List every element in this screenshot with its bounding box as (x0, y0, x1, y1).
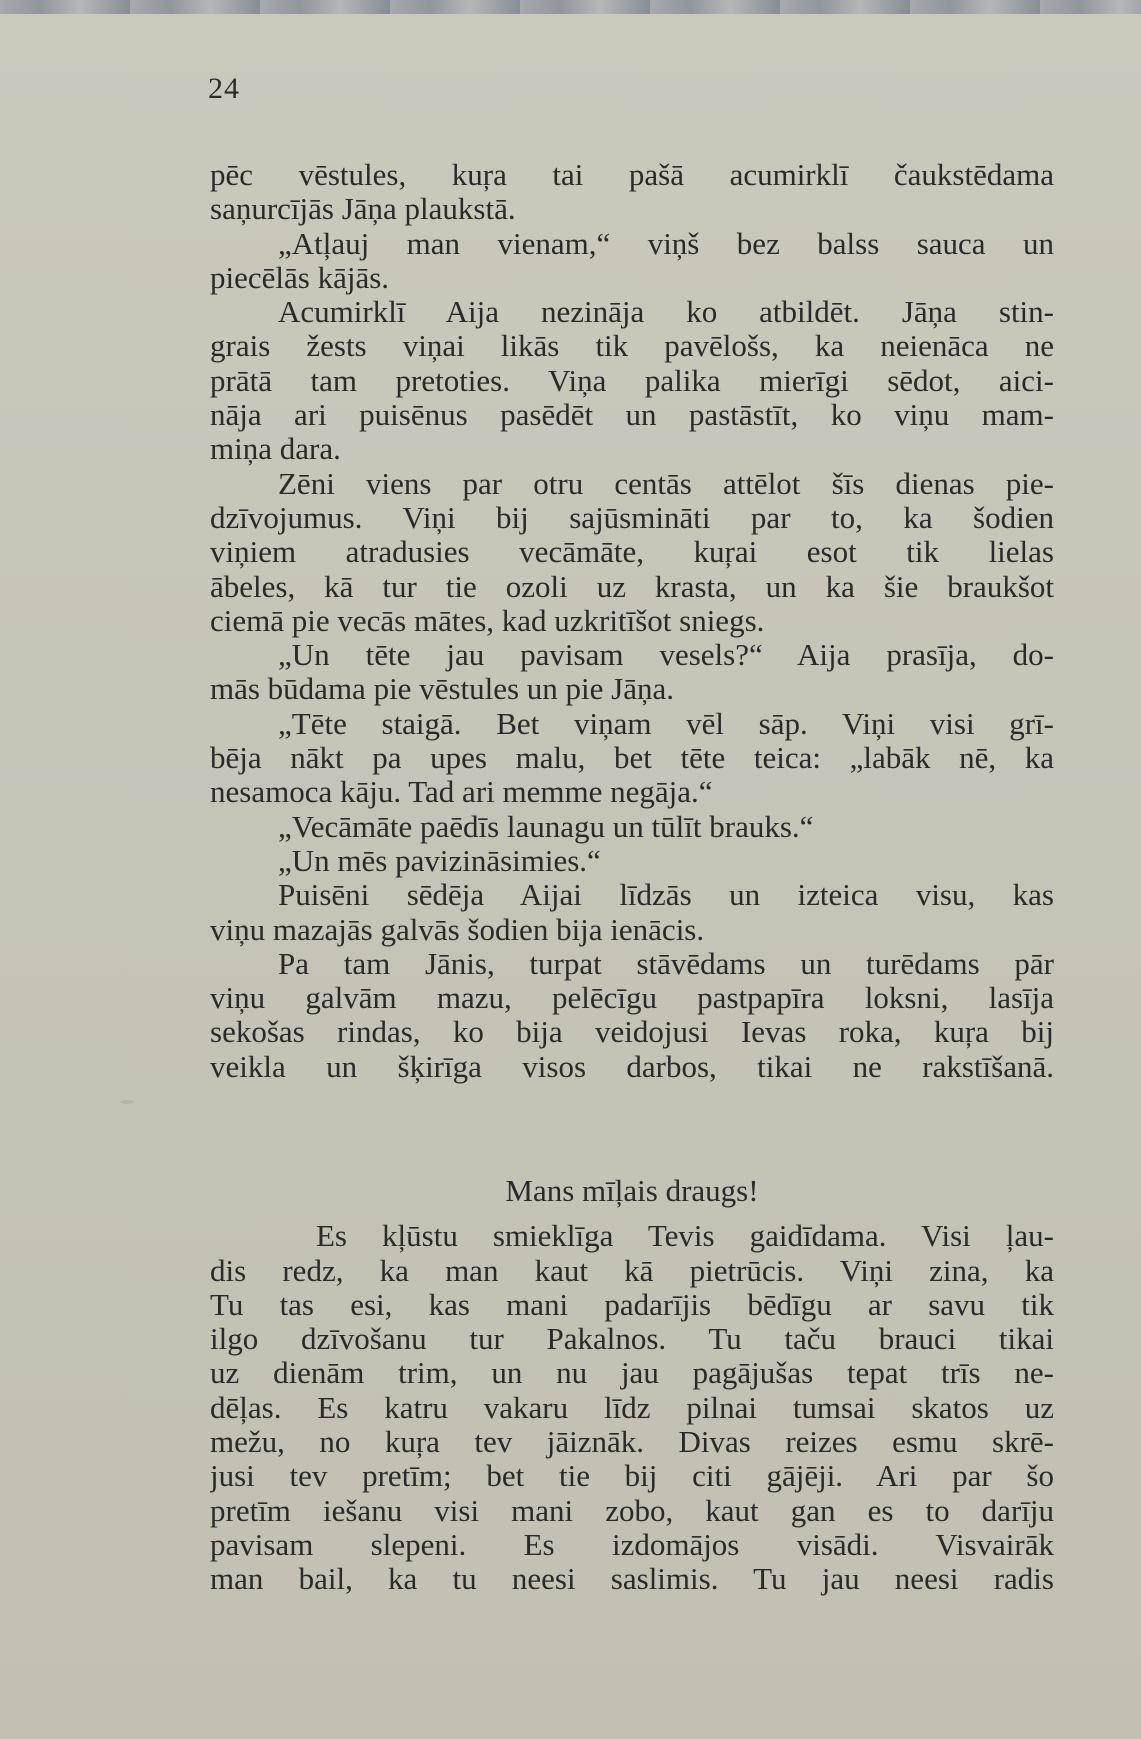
text-line: veikla un šķirīga visos darbos, tikai ne rakstīšanā. (210, 1049, 1054, 1084)
text-line: „Vecāmāte paēdīs launagu un tūlīt brauks.“ (278, 809, 814, 844)
text-line: „Tēte staigā. Bet viņam vēl sāp. Viņi visi grī- (278, 706, 1054, 741)
text-line: mās būdama pie vēstules un pie Jāņa. (210, 672, 675, 707)
text-line: prātā tam pretoties. Viņa palika mierīgi sēdot, aici- (210, 363, 1054, 398)
letter-heading: Mans mīļais draugs! (505, 1173, 759, 1208)
text-line: man bail, ka tu neesi saslimis. Tu jau neesi radis (210, 1562, 1054, 1597)
text-line: pēc vēstules, kuŗa tai pašā acumirklī čaukstēdama (210, 158, 1054, 192)
text-line: mežu, no kuŗa tev jāiznāk. Divas reizes esmu skrē- (210, 1425, 1054, 1460)
page-number: 24 (208, 72, 240, 105)
text-line: piecēlās kājās. (210, 260, 390, 295)
page-top-edge (0, 0, 1141, 14)
text-line: Zēni viens par otru centās attēlot šīs dienas pie- (278, 466, 1054, 501)
text-line: pretīm iešanu visi mani zobo, kaut gan es to darīju (210, 1493, 1054, 1528)
text-line: ciemā pie vecās mātes, kad uzkritīšot sniegs. (210, 603, 765, 638)
text-line: miņa dara. (210, 432, 341, 467)
text-line: dēļas. Es katru vakaru līdz pilnai tumsai skatos uz (210, 1390, 1054, 1425)
text-line: „Atļauj man vienam,“ viņš bez balss sauca un (278, 226, 1054, 261)
text-line: „Un mēs pavizināsimies.“ (278, 843, 601, 878)
text-line: „Un tēte jau pavisam vesels?“ Aija prasīja, do- (278, 638, 1054, 673)
text-line: saņurcījās Jāņa plaukstā. (210, 192, 516, 227)
text-line: ābeles, kā tur tie ozoli uz krasta, un ka šie braukšot (210, 569, 1054, 604)
text-line: Puisēni sēdēja Aijai līdzās un izteica visu, kas (278, 878, 1054, 913)
letter-text (210, 1174, 1054, 1597)
text-line: Es kļūstu smieklīga Tevis gaidīdama. Visi ļau- (316, 1219, 1054, 1254)
text-line: nāja ari puisēnus pasēdēt un pastāstīt, ko viņu mam- (210, 398, 1054, 433)
paper-mark (120, 1100, 134, 1104)
text-line: Tu tas esi, kas mani padarījis bēdīgu ar savu tik (210, 1287, 1054, 1322)
text-line: jusi tev pretīm; bet tie bij citi gājēji. Ari par šo (210, 1459, 1054, 1494)
text-line: Pa tam Jānis, turpat stāvēdams un turēdams pār (278, 946, 1054, 981)
text-line: pavisam slepeni. Es izdomājos visādi. Visvairāk (210, 1527, 1054, 1562)
text-line: dis redz, ka man kaut kā pietrūcis. Viņi zina, ka (210, 1253, 1054, 1288)
text-line: viņu galvām mazu, pelēcīgu pastpapīra loksni, lasīja (210, 981, 1054, 1016)
text-line: viņiem atradusies vecāmāte, kuŗai esot tik lielas (210, 535, 1054, 570)
text-line: viņu mazajās galvās šodien bija ienācis. (210, 912, 705, 947)
text-line: sekošas rindas, ko bija veidojusi Ievas roka, kuŗa bij (210, 1015, 1054, 1050)
text-line: nesamoca kāju. Tad ari memme negāja.“ (210, 775, 713, 810)
text-line: grais žests viņai likās tik pavēlošs, ka neienāca ne (210, 329, 1054, 364)
text-line: Acumirklī Aija nezināja ko atbildēt. Jāņa stin- (278, 295, 1054, 330)
text-line: dzīvojumus. Viņi bij sajūsmināti par to, ka šodien (210, 500, 1054, 535)
body-text (210, 158, 1054, 1084)
text-line: bēja nākt pa upes malu, bet tēte teica: „labāk nē, ka (210, 741, 1054, 776)
text-line: uz dienām trim, un nu jau pagājušas tepat trīs ne- (210, 1356, 1054, 1391)
text-line: ilgo dzīvošanu tur Pakalnos. Tu taču brauci tikai (210, 1322, 1054, 1357)
